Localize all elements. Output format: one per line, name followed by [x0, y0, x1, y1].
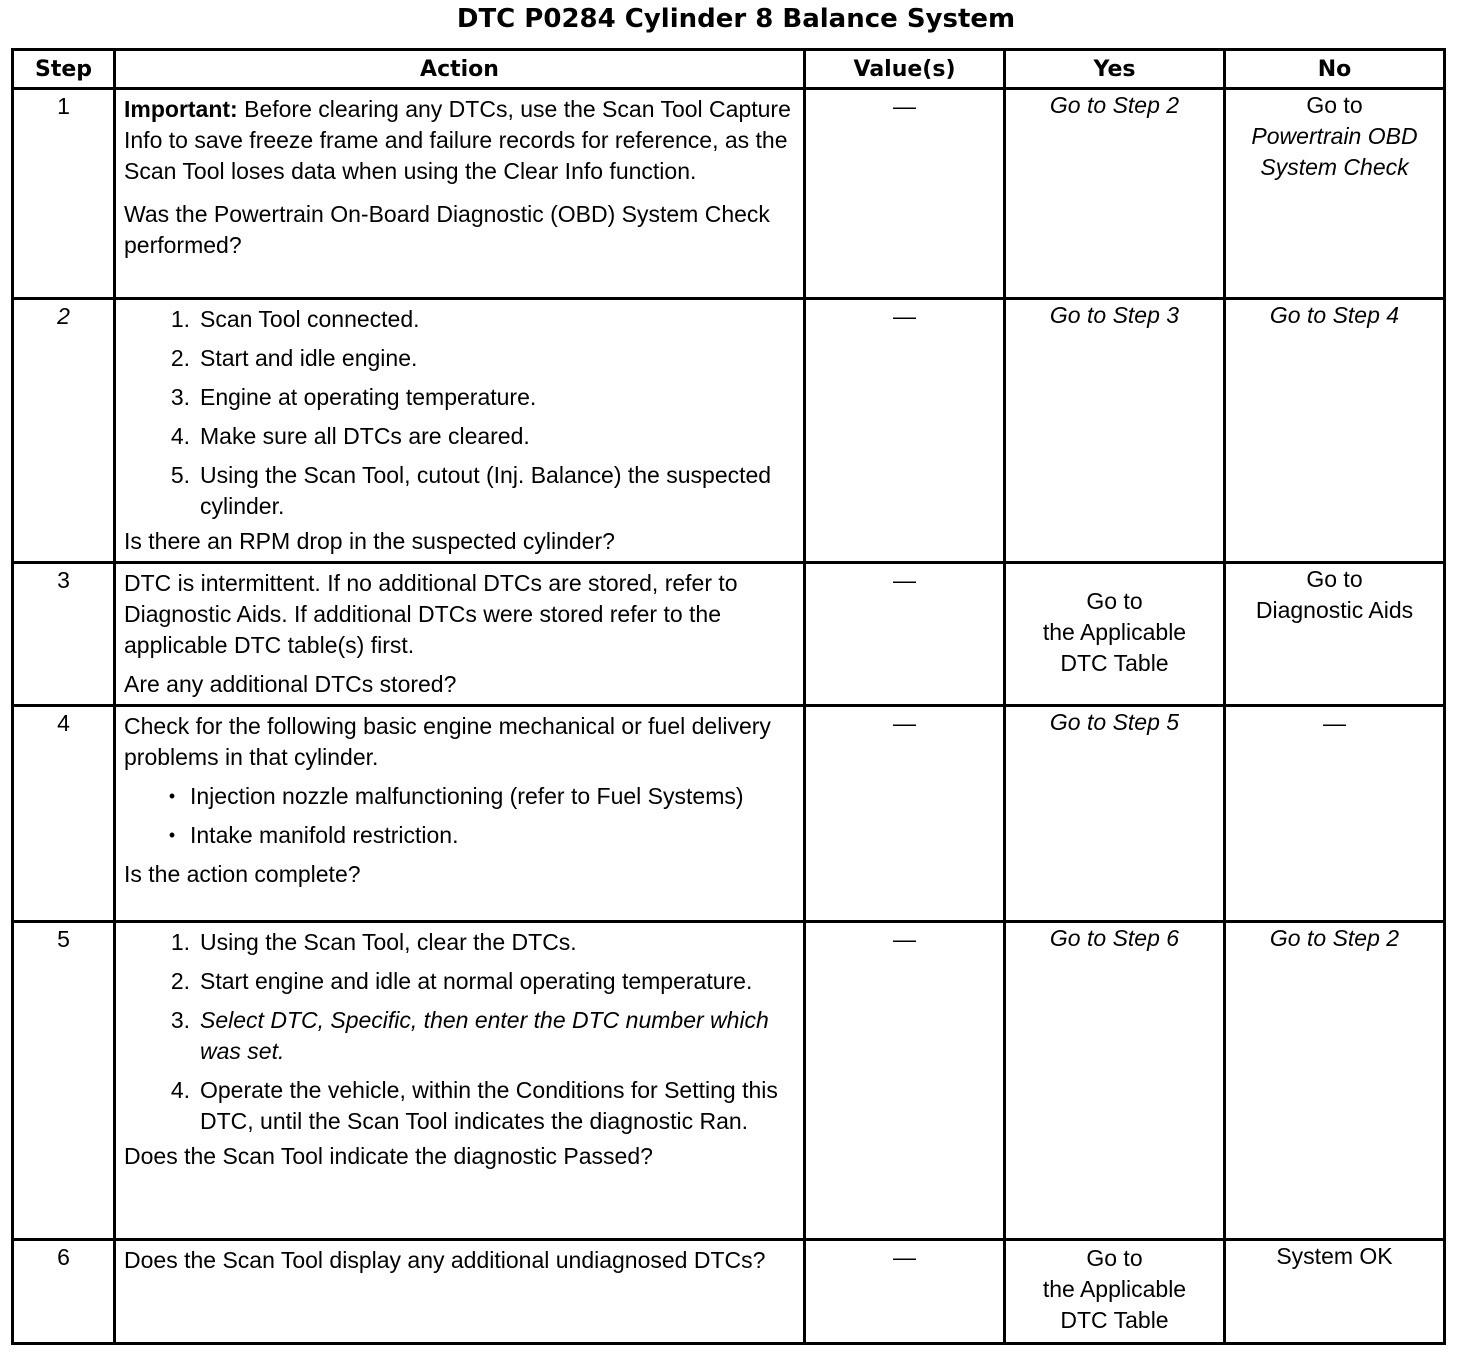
value-cell: — [805, 563, 1005, 706]
header-values: Value(s) [805, 50, 1005, 89]
table-row [13, 89, 1445, 299]
yes-cell: Go to the Applicable DTC Table [1005, 563, 1225, 706]
action-cell [115, 922, 805, 1240]
step-text: DTC is intermittent. If no additional DTCs are stored, refer to Diagnostic Aids. If additional DTCs were stored refer to the applicable DTC table(s) first. [124, 570, 738, 658]
action-cell [115, 299, 805, 563]
important-text: Before clearing any DTCs, use the Scan Tool Capture Info to save freeze frame and failure records for reference, as the Scan Tool loses data when using the Clear Info function. [124, 96, 791, 184]
table-row [13, 299, 1445, 563]
yes-cell: Go to Step 2 [1005, 89, 1225, 299]
value-cell: — [805, 1240, 1005, 1344]
step-number: 2 [13, 299, 115, 563]
procedure-list [124, 304, 795, 522]
header-action: Action [115, 50, 805, 89]
step-question: Is there an RPM drop in the suspected cylinder? [124, 528, 615, 554]
header-row [13, 50, 1445, 89]
list-item: 1. Scan Tool connected. [170, 306, 420, 332]
header-step: Step [13, 50, 115, 89]
page-title: DTC P0284 Cylinder 8 Balance System [456, 4, 1016, 34]
diagnostic-table [11, 48, 1446, 1345]
list-item: 5. Using the Scan Tool, cutout (Inj. Balance) the suspected cylinder. [170, 462, 772, 519]
no-cell: Go to Step 4 [1225, 299, 1445, 563]
value-cell: — [805, 299, 1005, 563]
step-number: 4 [13, 706, 115, 922]
list-item: • Injection nozzle malfunctioning (refer to Fuel Systems) [168, 783, 744, 809]
list-item: 4. Operate the vehicle, within the Conditions for Setting this DTC, until the Scan Tool indicates the diagnostic Ran. [170, 1077, 778, 1134]
step-number: 1 [13, 89, 115, 299]
list-item: 4. Make sure all DTCs are cleared. [170, 423, 530, 449]
yes-cell: Go to Step 6 [1005, 922, 1225, 1240]
action-cell [115, 563, 805, 706]
no-cell: Go to Diagnostic Aids [1225, 563, 1445, 706]
step-text: Check for the following basic engine mechanical or fuel delivery problems in that cylinder. [124, 713, 771, 770]
table-row [13, 922, 1445, 1240]
list-item: 3. Select DTC, Specific, then enter the DTC number which was set. [170, 1007, 769, 1064]
step-question: Does the Scan Tool indicate the diagnostic Passed? [124, 1143, 653, 1169]
yes-cell: Go to Step 5 [1005, 706, 1225, 922]
list-item: 2. Start and idle engine. [170, 345, 418, 371]
table-row [13, 563, 1445, 706]
step-question: Does the Scan Tool display any additional undiagnosed DTCs? [124, 1247, 766, 1273]
step-number: 6 [13, 1240, 115, 1344]
list-item: 1. Using the Scan Tool, clear the DTCs. [170, 929, 577, 955]
no-goto-label: Go to [1306, 92, 1363, 118]
step-question: Are any additional DTCs stored? [124, 671, 457, 697]
no-goto-target: Powertrain OBD System Check [1251, 123, 1418, 180]
step-number: 5 [13, 922, 115, 1240]
step-question: Was the Powertrain On-Board Diagnostic (OBD) System Check performed? [124, 201, 770, 258]
step-number: 3 [13, 563, 115, 706]
list-item: 2. Start engine and idle at normal operating temperature. [170, 968, 753, 994]
yes-cell: Go to the Applicable DTC Table [1005, 1240, 1225, 1344]
procedure-list [124, 927, 795, 1137]
action-cell [115, 1240, 805, 1344]
table-row [13, 706, 1445, 922]
no-cell: — [1225, 706, 1445, 922]
important-note [124, 94, 795, 187]
header-yes: Yes [1005, 50, 1225, 89]
action-cell [115, 89, 805, 299]
value-cell: — [805, 89, 1005, 299]
yes-cell: Go to Step 3 [1005, 299, 1225, 563]
no-cell: System OK [1225, 1240, 1445, 1344]
bullet-list [124, 781, 795, 851]
header-no: No [1225, 50, 1445, 89]
step-question: Is the action complete? [124, 861, 361, 887]
no-cell [1225, 89, 1445, 299]
list-item: 3. Engine at operating temperature. [170, 384, 537, 410]
table-row [13, 1240, 1445, 1344]
no-cell: Go to Step 2 [1225, 922, 1445, 1240]
important-label: Important: [124, 96, 238, 122]
action-cell [115, 706, 805, 922]
value-cell: — [805, 706, 1005, 922]
value-cell: — [805, 922, 1005, 1240]
list-item: • Intake manifold restriction. [168, 822, 459, 848]
